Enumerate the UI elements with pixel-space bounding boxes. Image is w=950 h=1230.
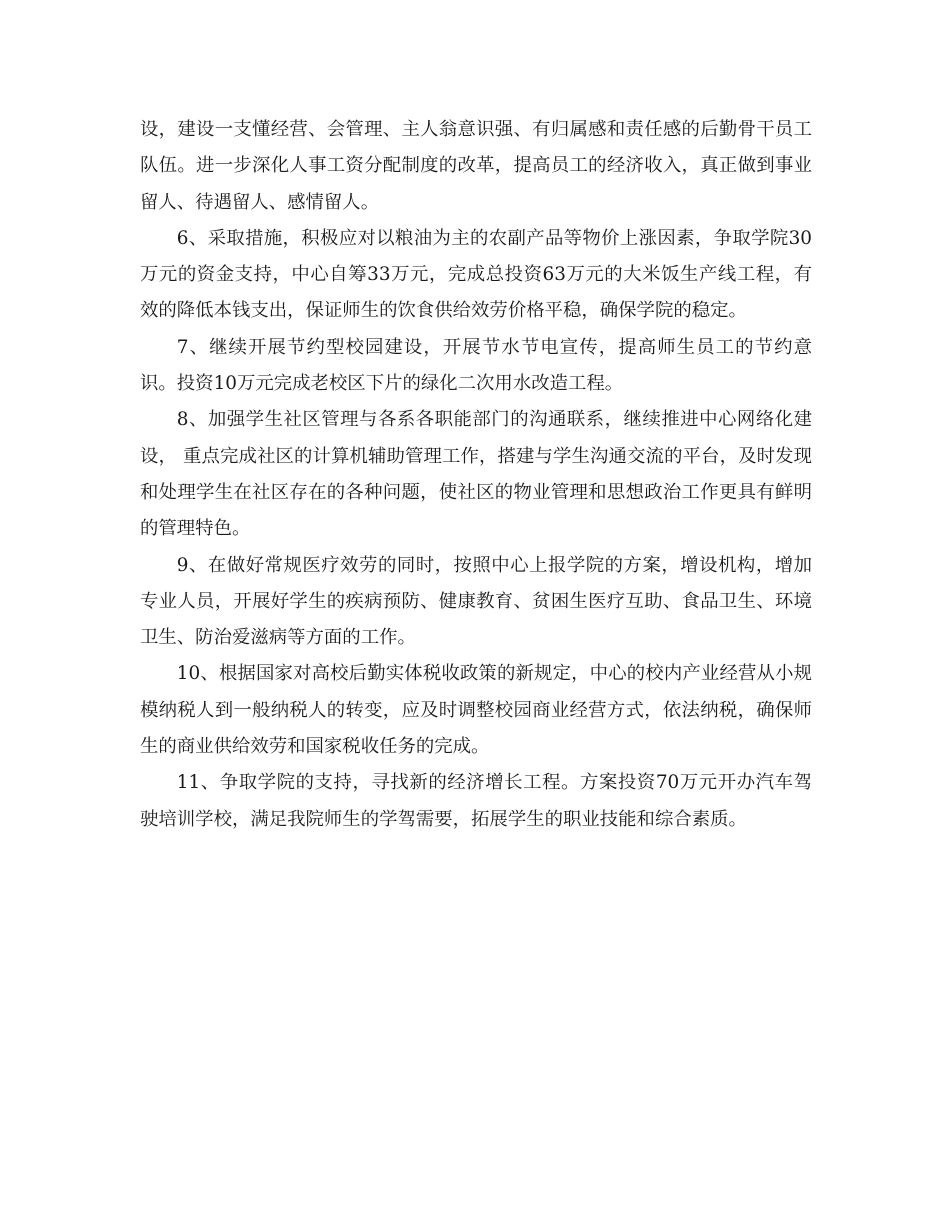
paragraph-item-10: 10、根据国家对高校后勤实体税收政策的新规定，中心的校内产业经营从小规模纳税人到一般纳税人的转变，应及时调整校园商业经营方式，依法纳税，确保师生的商业供给效劳和国家税收任务的完成。	[140, 663, 812, 758]
paragraph-item-8: 8、加强学生社区管理与各系各职能部门的沟通联系，继续推进中心网络化建设， 重点完成社区的计算机辅助管理工作，搭建与学生沟通交流的平台，及时发现和处理学生在社区存在的各种问题，使社区的物业管理和思想政治工作更具有鲜明的管理特色。	[140, 409, 812, 540]
paragraph-item-7: 7、继续开展节约型校园建设，开展节水节电宣传，提高师生员工的节约意识。投资10万元完成老校区下片的绿化二次用水改造工程。	[140, 336, 812, 395]
paragraph-item-11: 11、争取学院的支持，寻找新的经济增长工程。方案投资70万元开办汽车驾驶培训学校，满足我院师生的学驾需要，拓展学生的职业技能和综合素质。	[140, 772, 812, 830]
paragraph-item-6: 6、采取措施，积极应对以粮油为主的农副产品等物价上涨因素，争取学院30万元的资金支持，中心自筹33万元，完成总投资63万元的大米饭生产线工程，有效的降低本钱支出，保证师生的饮食供给效劳价格平稳，确保学院的稳定。	[140, 227, 812, 322]
document-body	[140, 112, 812, 838]
paragraph-continuation: 设，建设一支懂经营、会管理、主人翁意识强、有归属感和责任感的后勤骨干员工队伍。进一步深化人事工资分配制度的改革，提高员工的经济收入，真正做到事业留人、待遇留人、感情留人。	[140, 119, 812, 213]
paragraph-item-9: 9、在做好常规医疗效劳的同时，按照中心上报学院的方案，增设机构，增加专业人员，开展好学生的疾病预防、健康教育、贫困生医疗互助、食品卫生、环境卫生、防治爱滋病等方面的工作。	[140, 554, 812, 649]
